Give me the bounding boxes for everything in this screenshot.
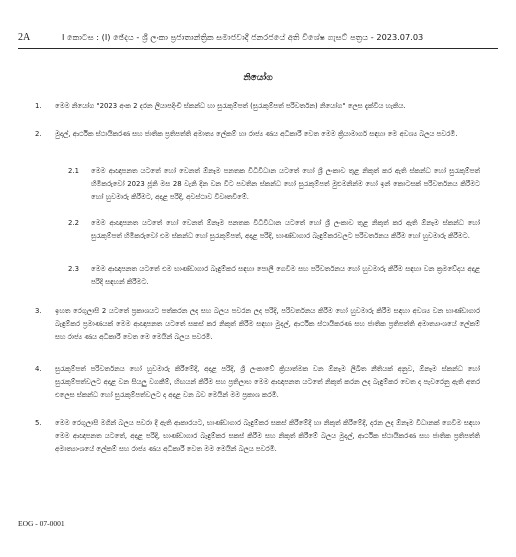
page-title: නියෝග — [243, 73, 273, 83]
regulation-item-2 — [35, 128, 480, 141]
item-text: මෙම ආඥාපනත යටතේ එම භාණ්ඩාගාර බැඳුම්කර සඳහා පොලී ගෙවීම සහ පරිවර්තනය හෝ හුවමාරු කිරීම සඳහා වන ක්‍රමවේදය අදාළ පරිදි සඳහන් කිරීමට. — [91, 265, 480, 286]
regulation-item-2-3 — [68, 263, 480, 289]
item-number: 3. — [35, 307, 42, 315]
item-number: 5. — [35, 419, 42, 427]
gazette-header-line: I කොටස : (I) ඡේදය - ශ්‍රී ලංකා ප්‍රජාතාන්ත්‍රික සමාජවාදී ජනරජයේ අති විශේෂ ගැසට් පත්‍රය - 2023.07.03 — [62, 31, 424, 42]
item-text: මෙම රෙගුලාසි මගින් බලය පවරා දී ඇති ආකාරයට, භාණ්ඩාගාර බැඳුම්කර සකස් කිරීමේදී හා නිකුත් කිරීමේදී, දරන ලද ඕනෑම විධානක් ගෙවීම සඳහා මෙම ආඥාපනත යටතේ, අදාළ පරිදි, භාණ්ඩාගාර බැඳුම්කර සකස් කිරීම සහ නිකුත් කිරීමේ බලය මුදල්, ආර්ථික ස්ථායීකරණ සහ ජාතික ප්‍රතිපත්ති අමාත්‍යාංශයේ ලේකම් සහ රාජ්‍ය ණය අධිකාරී වෙත මම මෙයින් බලය පවරමි. — [55, 419, 480, 453]
item-text: සුරැකුම්පත් පරිවර්තනය හෝ හුවමාරු කිරීමේදී, අදාළ පරිදි, ශ්‍රී ලංකාවේ ක්‍රියාත්මක වන ඕනෑම ලිඛිත නීතියක් අනුව, ඕනෑම ස්කන්ධ හෝ සුරැකුම්පත්වලට අදාළ වන සියලු වගකීම්, හිඟයන් කිරීම සහ ප්‍රතිලාභ මෙම ආඥාපනත යටතේ නිකුත් කරන ලද බැඳුම්කර වෙත ද පැවරෙනු ඇති අතර එලෙස ස්කන්ධ හෝ සුරැකුම්පත්වලට ද අදාළ වන බව මෙයින් මම ප්‍රකාශ කරමි. — [55, 365, 480, 399]
page-number: 2A — [18, 31, 31, 43]
regulation-item-3 — [35, 305, 480, 343]
item-number: 2.3 — [68, 265, 79, 273]
regulation-item-2-1 — [68, 165, 480, 203]
regulation-item-1 — [35, 100, 480, 113]
header-divider — [18, 48, 498, 49]
page-header — [18, 30, 498, 44]
item-text: මුදල්, ආර්ථික ස්ථායීකරණ සහ ජාතික ප්‍රතිපත්ති අමාත්‍ය ලේකම් හා රාජ්‍ය ණය අධිකාරී වෙත මෙම ක්‍රියාමාර්ග සඳහා මෙ අවශ්‍ය බලය පවරමි. — [55, 130, 458, 138]
item-number: 2.1 — [68, 167, 79, 175]
regulation-item-2-2 — [68, 217, 480, 243]
item-number: 2.2 — [68, 219, 79, 227]
item-text: ඉහත රෙගුලාසි 2 යටතේ ප්‍රකාශයට පත්කරන ලද සහ බලය පවරන ලද පරිදි, පරිවර්තනය කිරීම හෝ හුවමාරු කිරීම සඳහා අවශ්‍ය වන භාණ්ඩාගාර බැඳුම්කර ප්‍රමාණයක් මෙම ආඥාපනත යටතේ සකස් කර නිකුත් කිරීම සඳහා මුදල්, ආර්ථික ස්ථායීකරණ සහ ජාතික ප්‍රතිපත්ති අමාත්‍යාංශයේ ලේකම් සහ රාජ්‍ය ණය අධිකාරී වෙත මෙ මෙයින් බලය පවරමි. — [55, 307, 480, 341]
item-number: 4. — [35, 365, 42, 373]
item-text: මෙම ආඥාපනත යටතේ හෝ වෙනත් ඕනෑම පනතක විධිවිධාන යටතේ හෝ ශ්‍රී ලංකාව තුළ නිකුත් කර ඇති ඕනෑම ස්කන්ධ හෝ සුරැකුම්පත් හිමිකරුවෝ එම ස්කන්ධ හෝ සුරැකුම්පත්, අදාළ පරිදි, භාණ්ඩාගාර බැඳුම්කරවලට පරිවර්තනය කිරීම හෝ හුවමාරු කිරීමට. — [91, 219, 480, 240]
regulation-item-4 — [35, 363, 480, 401]
item-text: මෙම ආඥාපනත යටතේ හෝ වෙනත් ඕනෑම පනතක විධිවිධාන යටතේ හෝ ශ්‍රී ලංකාව තුළ නිකුත් කර ඇති ස්කන්ධ හෝ සුරැකුම්පත් හිමිකරුවෝ 2023 ජූනි මස 28 වැනි දින වන විට පවතින ස්කන්ධ හෝ සුරැකුම්පත් මුළුමනින්ම හෝ ඉන් කොටසක් පරිවර්තනය කිරීමට හෝ හුවමාරු කිරීමට, අදාළ පරිදි, අවස්ථාව විවෘතවීමේ. — [91, 167, 481, 201]
item-number: 1. — [35, 102, 42, 110]
regulation-item-5 — [35, 417, 480, 455]
footer-code: EOG - 07-0001 — [18, 519, 65, 528]
item-text: මෙම නියෝග "2023 අංක 2 දරන ලියාපදිංචි ස්කන්ධ හා සුරැකුම්පත් (සුරැකුම්පත් පරිවර්තන) නියෝග" ලෙස දැක්විය හැකිය. — [55, 102, 406, 110]
item-number: 2. — [35, 130, 42, 138]
